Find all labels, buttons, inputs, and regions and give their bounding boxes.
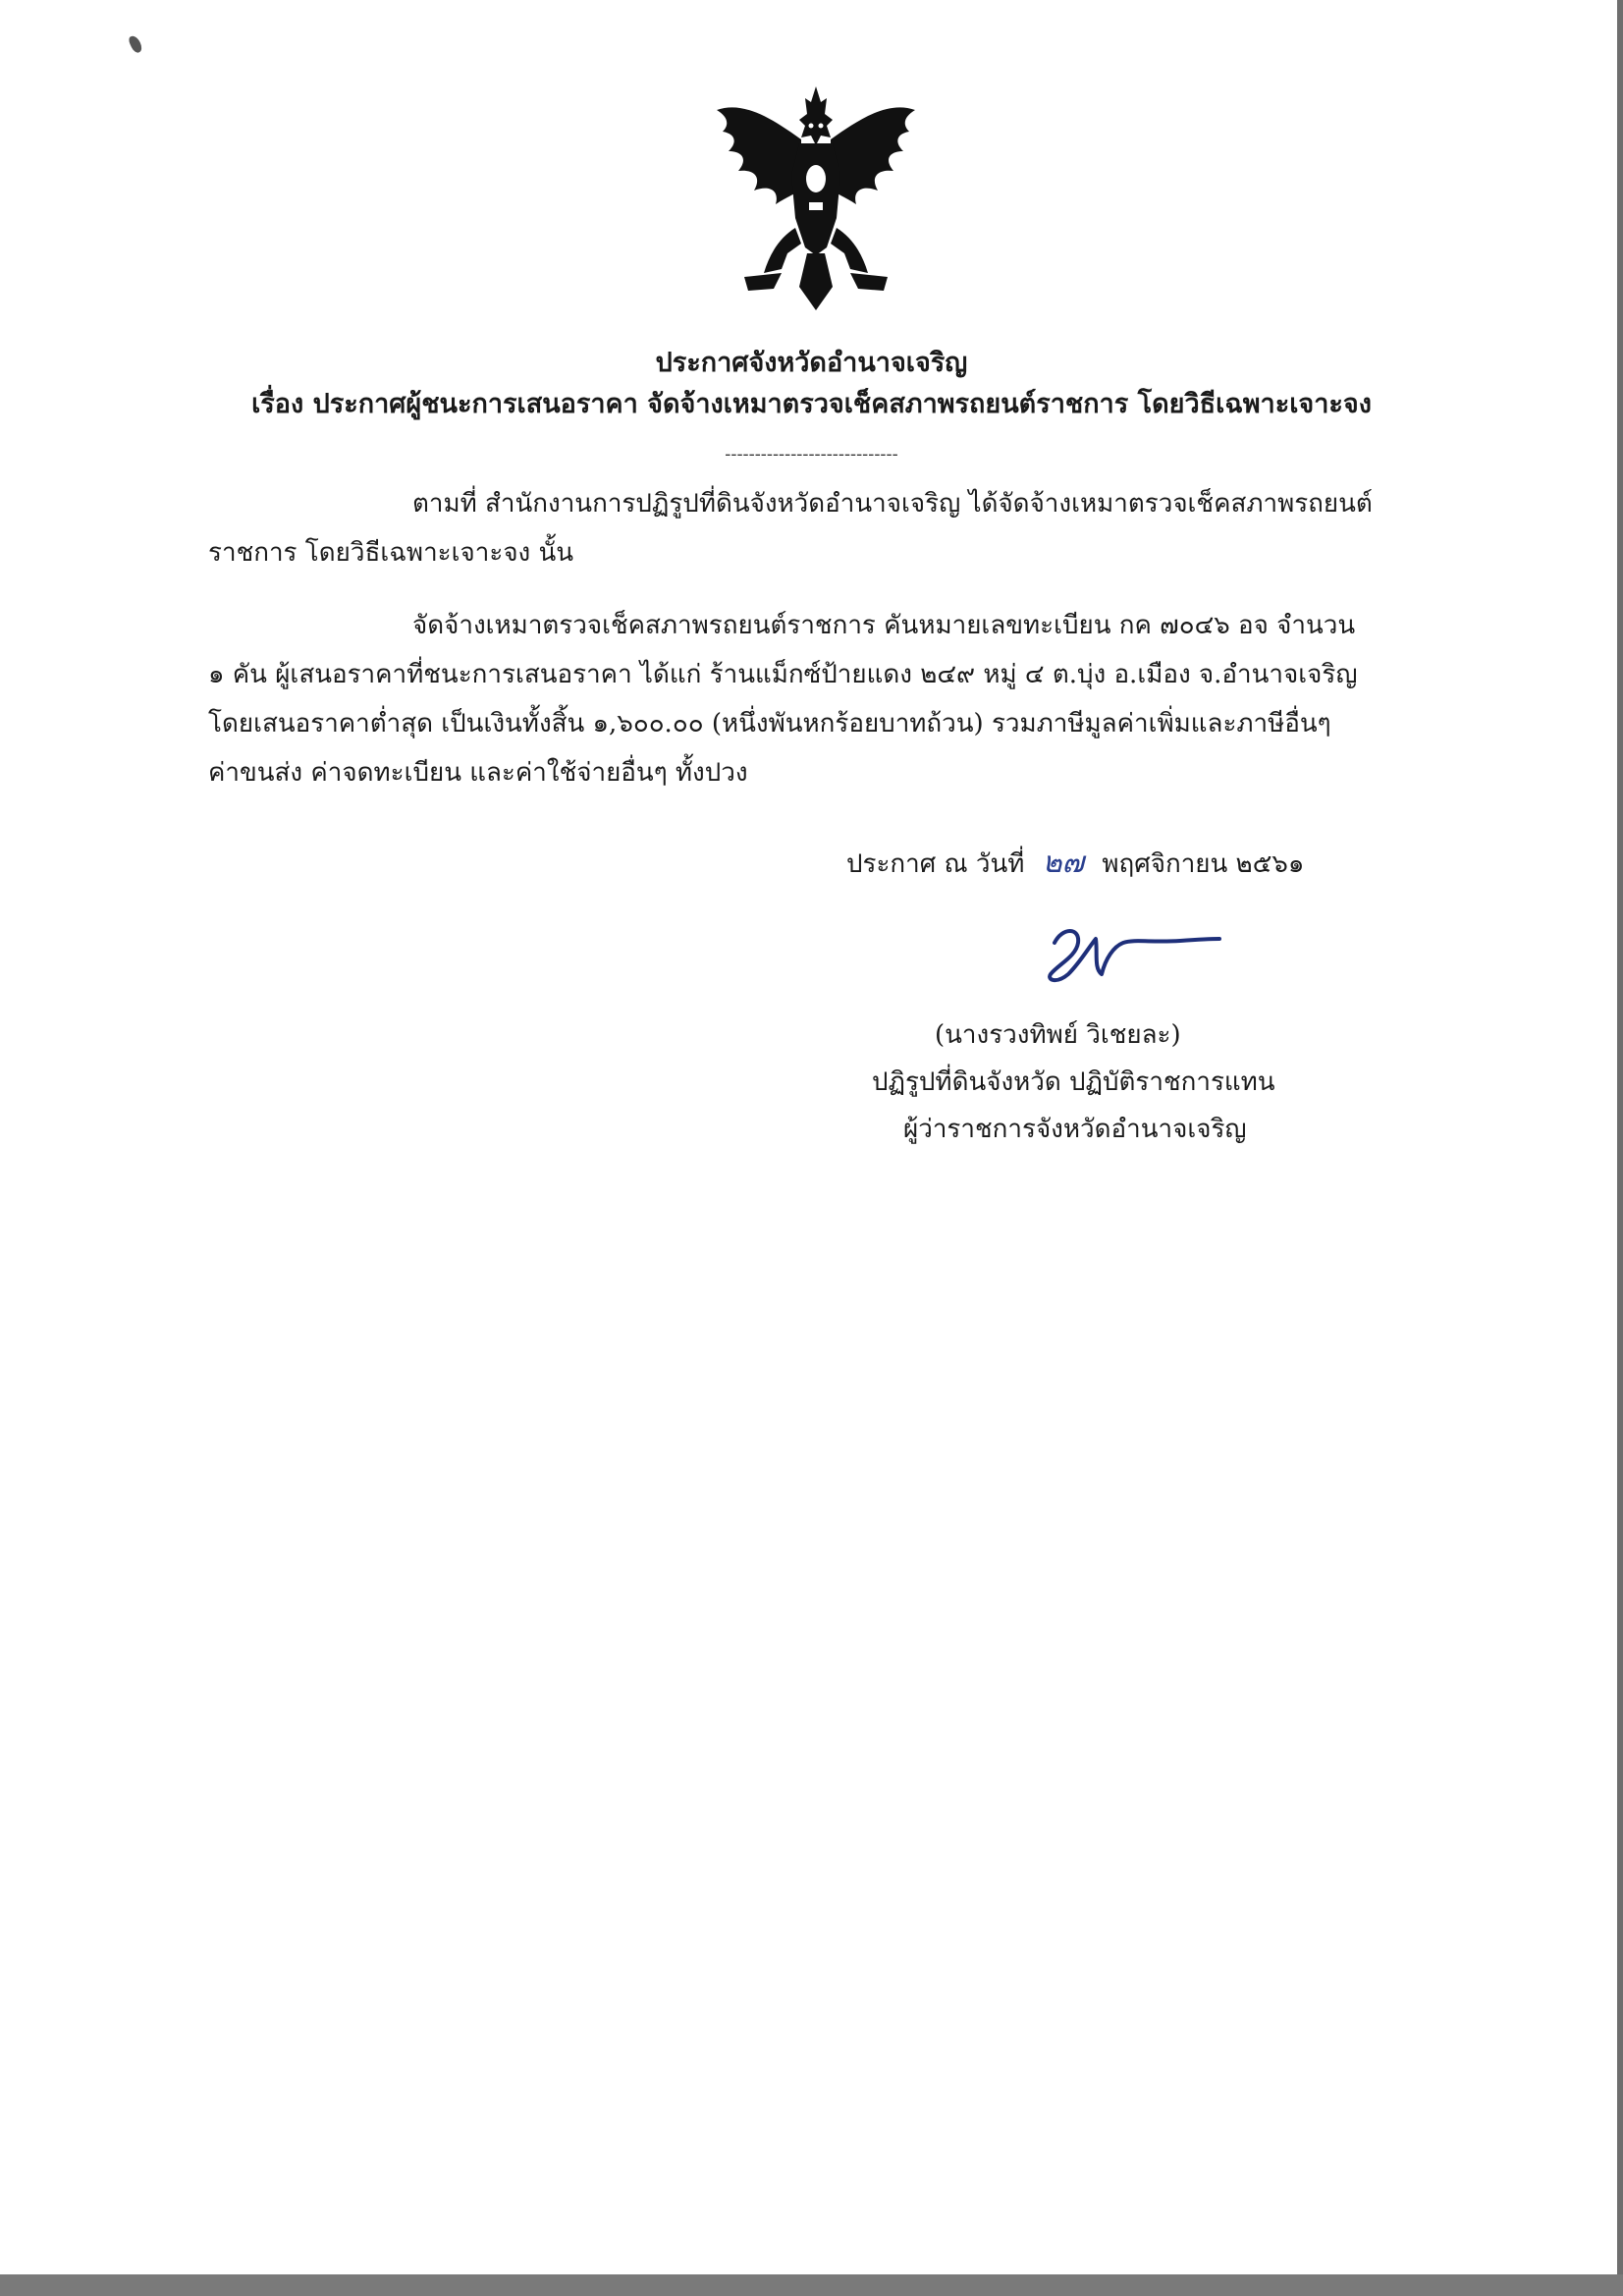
handwritten-signature-icon: [1033, 913, 1229, 992]
announcement-date: [846, 839, 1304, 889]
scan-right-edge: [1617, 0, 1623, 2296]
scan-bottom-edge: [0, 2274, 1623, 2296]
paragraph-1-line-1: ตามที่ สำนักงานการปฏิรูปที่ดินจังหวัดอำนาจเจริญ ได้จัดจ้างเหมาตรวจเช็คสภาพรถยนต์: [412, 489, 1373, 519]
scan-left-margin: [0, 0, 33, 2296]
document-subject: เรื่อง ประกาศผู้ชนะการเสนอราคา จัดจ้างเหมาตรวจเช็คสภาพรถยนต์ราชการ โดยวิธีเฉพาะเจาะจง: [251, 389, 1372, 419]
paragraph-2-line-3: โดยเสนอราคาต่ำสุด เป็นเงินทั้งสิ้น ๑,๖๐๐.๐๐ (หนึ่งพันหกร้อยบาทถ้วน) รวมภาษีมูลค่าเพิ่มและภาษีอื่นๆ: [208, 709, 1331, 738]
paragraph-2-line-4: ค่าขนส่ง ค่าจดทะเบียน และค่าใช้จ่ายอื่นๆ ทั้งปวง: [208, 758, 748, 788]
handwritten-day: ๒๗: [1042, 846, 1085, 880]
paragraph-1-line-2: ราชการ โดยวิธีเฉพาะเจาะจง นั้น: [208, 538, 574, 568]
announcement-prefix: ประกาศ ณ วันที่: [846, 849, 1025, 879]
paragraph-2-line-1: จัดจ้างเหมาตรวจเช็คสภาพรถยนต์ราชการ คันหมายเลขทะเบียน กค ๗๐๔๖ อจ จำนวน: [412, 611, 1356, 640]
paragraph-2-line-2: ๑ คัน ผู้เสนอราคาที่ชนะการเสนอราคา ได้แก่ ร้านแม็กซ์ป้ายแดง ๒๔๙ หมู่ ๔ ต.บุ่ง อ.เมือง จ.อำนาจเจริญ: [208, 660, 1358, 689]
announcement-month-year: พฤศจิกายน ๒๕๖๑: [1102, 849, 1305, 879]
signatory-position-2: ผู้ว่าราชการจังหวัดอำนาจเจริญ: [903, 1115, 1247, 1144]
scan-speck: [128, 34, 144, 55]
paragraph-2: [208, 601, 1457, 797]
signatory-name: (นางรวงทิพย์ วิเชยละ): [935, 1020, 1181, 1050]
paragraph-1: [208, 479, 1457, 577]
signatory-position-1: ปฏิรูปที่ดินจังหวัด ปฏิบัติราชการแทน: [872, 1067, 1275, 1097]
document-title: ประกาศจังหวัดอำนาจเจริญ: [655, 348, 968, 378]
title-separator: -----------------------------: [725, 444, 898, 465]
garuda-emblem-icon: [705, 81, 927, 312]
